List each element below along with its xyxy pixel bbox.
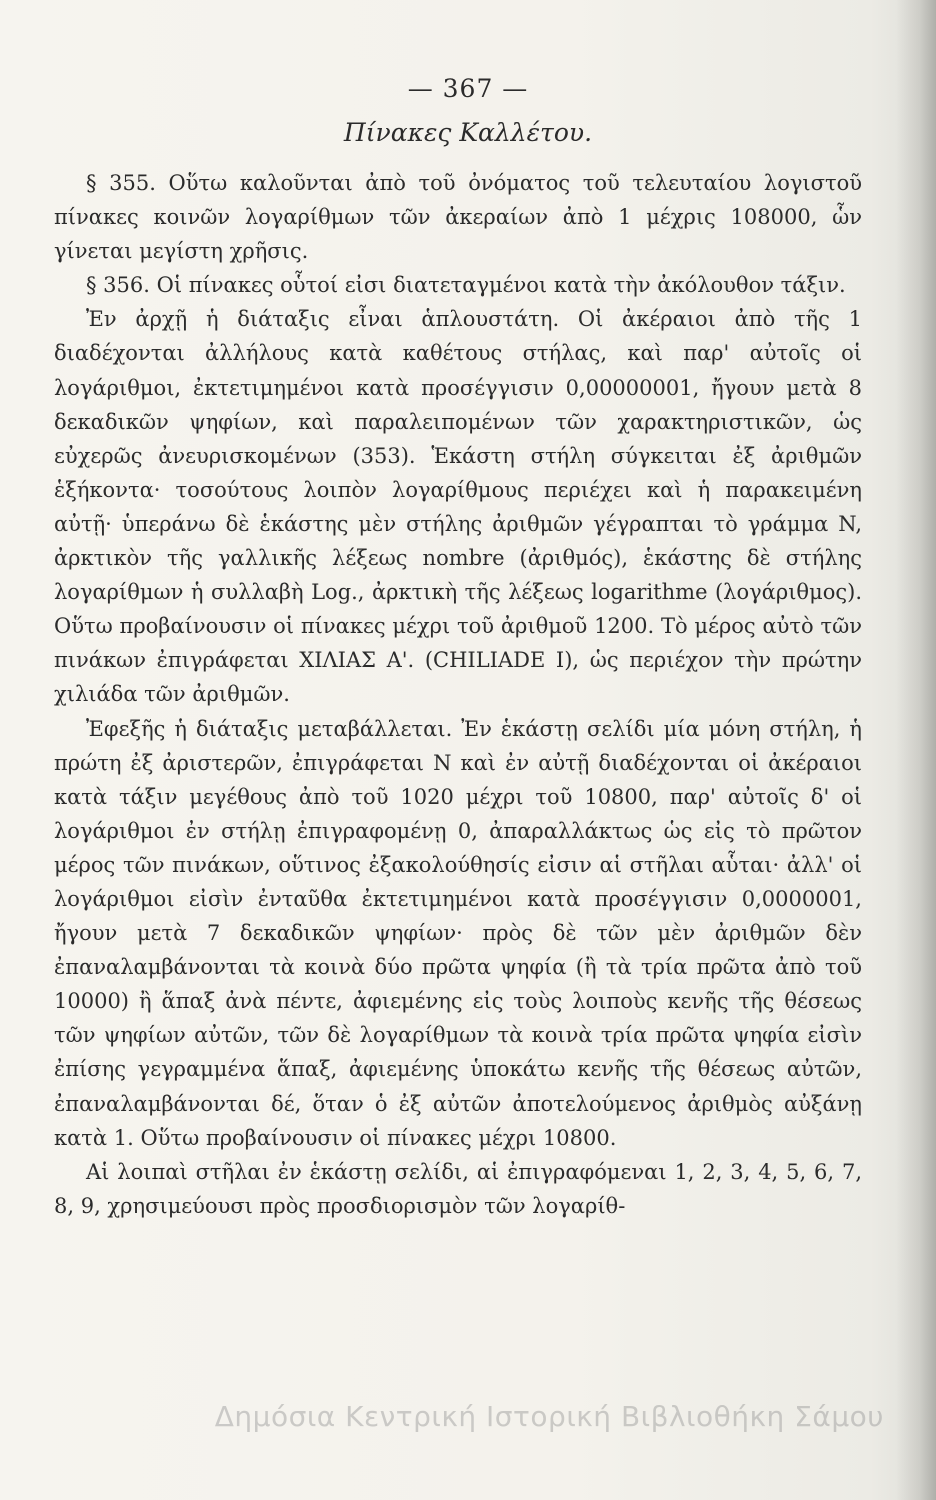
binding-shadow [896,0,936,1500]
paragraph-355: § 355. Οὕτω καλοῦνται ἀπὸ τοῦ ὀνόματος τοῦ τελευταίου λογιστοῦ πίνακες κοινῶν λογαρίθμων τῶν ἀκεραίων ἀπὸ 1 μέχρις 108000, ὧν γίνεται μεγίστη χρῆσις. [54,171,862,264]
body-text [54,166,862,1223]
paragraph-first-arrangement: Ἐν ἀρχῇ ἡ διάταξις εἶναι ἁπλουστάτη. Οἱ ἀκέραιοι ἀπὸ τῆς 1 διαδέχονται ἀλλήλους κατὰ καθέτους στήλας, καὶ παρ' αὐτοῖς οἱ λογάριθμοι, ἐκτετιμημένοι κατὰ προσέγγισιν 0,00000001, ἤγουν μετὰ 8 δεκαδικῶν ψηφίων, καὶ παραλειπομένων τῶν χαρακτηριστικῶν, ὡς εὐχερῶς ἀνευρισκομένων (353). Ἑκάστη στήλη σύγκειται ἐξ ἀριθμῶν ἑξήκοντα· τοσούτους λοιπὸν λογαρίθμους περιέχει καὶ ἡ παρακειμένη αὐτῇ· ὑπεράνω δὲ ἑκάστης μὲν στήλης ἀριθμῶν γέγραπται τὸ γράμμα N, ἀρκτικὸν τῆς γαλλικῆς λέξεως nombre (ἀριθμός), ἑκάστης δὲ στήλης λογαρίθμων ἡ συλλαβὴ Log., ἀρκτικὴ τῆς λέξεως logarithme (λογάριθμος). Οὕτω προβαίνουσιν οἱ πίνακες μέχρι τοῦ ἀριθμοῦ 1200. Τὸ μέρος αὐτὸ τῶν πινάκων ἐπιγράφεται ΧΙΛΙΑΣ Α'. (CHILIADE I), ὡς περιέχον τὴν πρώτην χιλιάδα τῶν ἀριθμῶν. [54,307,862,707]
running-title: Πίνακες Καλλέτου. [343,118,593,147]
paragraph-356: § 356. Οἱ πίνακες οὗτοί εἰσι διατεταγμένοι κατὰ τὴν ἀκόλουθον τάξιν. [86,273,846,298]
paragraph-remaining-columns: Αἱ λοιπαὶ στῆλαι ἐν ἑκάστῃ σελίδι, αἱ ἐπιγραφόμεναι 1, 2, 3, 4, 5, 6, 7, 8, 9, χρησιμεύουσι πρὸς προσδιορισμὸν τῶν λογαρίθ- [54,1159,862,1218]
paragraph-second-arrangement: Ἐφεξῆς ἡ διάταξις μεταβάλλεται. Ἐν ἑκάστῃ σελίδι μία μόνη στήλη, ἡ πρώτη ἐξ ἀριστερῶν, ἐπιγράφεται N καὶ ἐν αὐτῇ διαδέχονται οἱ ἀκέραιοι κατὰ τάξιν μεγέθους ἀπὸ τοῦ 1020 μέχρι τοῦ 10800, παρ' αὐτοῖς δ' οἱ λογάριθμοι ἐν στήλῃ ἐπιγραφομένῃ 0, ἀπαραλλάκτως ὡς εἰς τὸ πρῶτον μέρος τῶν πινάκων, οὕτινος ἐξακολούθησίς εἰσιν αἱ στῆλαι αὗται· ἀλλ' οἱ λογάριθμοι εἰσὶν ἐνταῦθα ἐκτετιμημένοι κατὰ προσέγγισιν 0,0000001, ἤγουν μετὰ 7 δεκαδικῶν ψηφίων· πρὸς δὲ τῶν μὲν ἀριθμῶν δὲν ἐπαναλαμβάνονται τὰ κοινὰ δύο πρῶτα ψηφία (ἢ τὰ τρία πρῶτα ἀπὸ τοῦ 10000) ἢ ἅπαξ ἀνὰ πέντε, ἀφιεμένης εἰς τοὺς λοιποὺς κενῆς τῆς θέσεως τῶν ψηφίων αὐτῶν, τῶν δὲ λογαρίθμων τὰ κοινὰ τρία πρῶτα ψηφία εἰσὶν ἐπίσης γεγραμμένα ἅπαξ, ἀφιεμένης ὑποκάτω κενῆς τῆς θέσεως αὐτῶν, ἐπαναλαμβάνονται δέ, ὅταν ὁ ἐξ αὐτῶν ἀποτελούμενος ἀριθμὸς αὐξάνῃ κατὰ 1. Οὕτω προβαίνουσιν οἱ πίνακες μέχρι 10800. [54,716,862,1150]
library-watermark: Δημόσια Κεντρική Ιστορική Βιβλιοθήκη Σάμου [214,1400,884,1433]
page-number: — 367 — [407,74,529,103]
